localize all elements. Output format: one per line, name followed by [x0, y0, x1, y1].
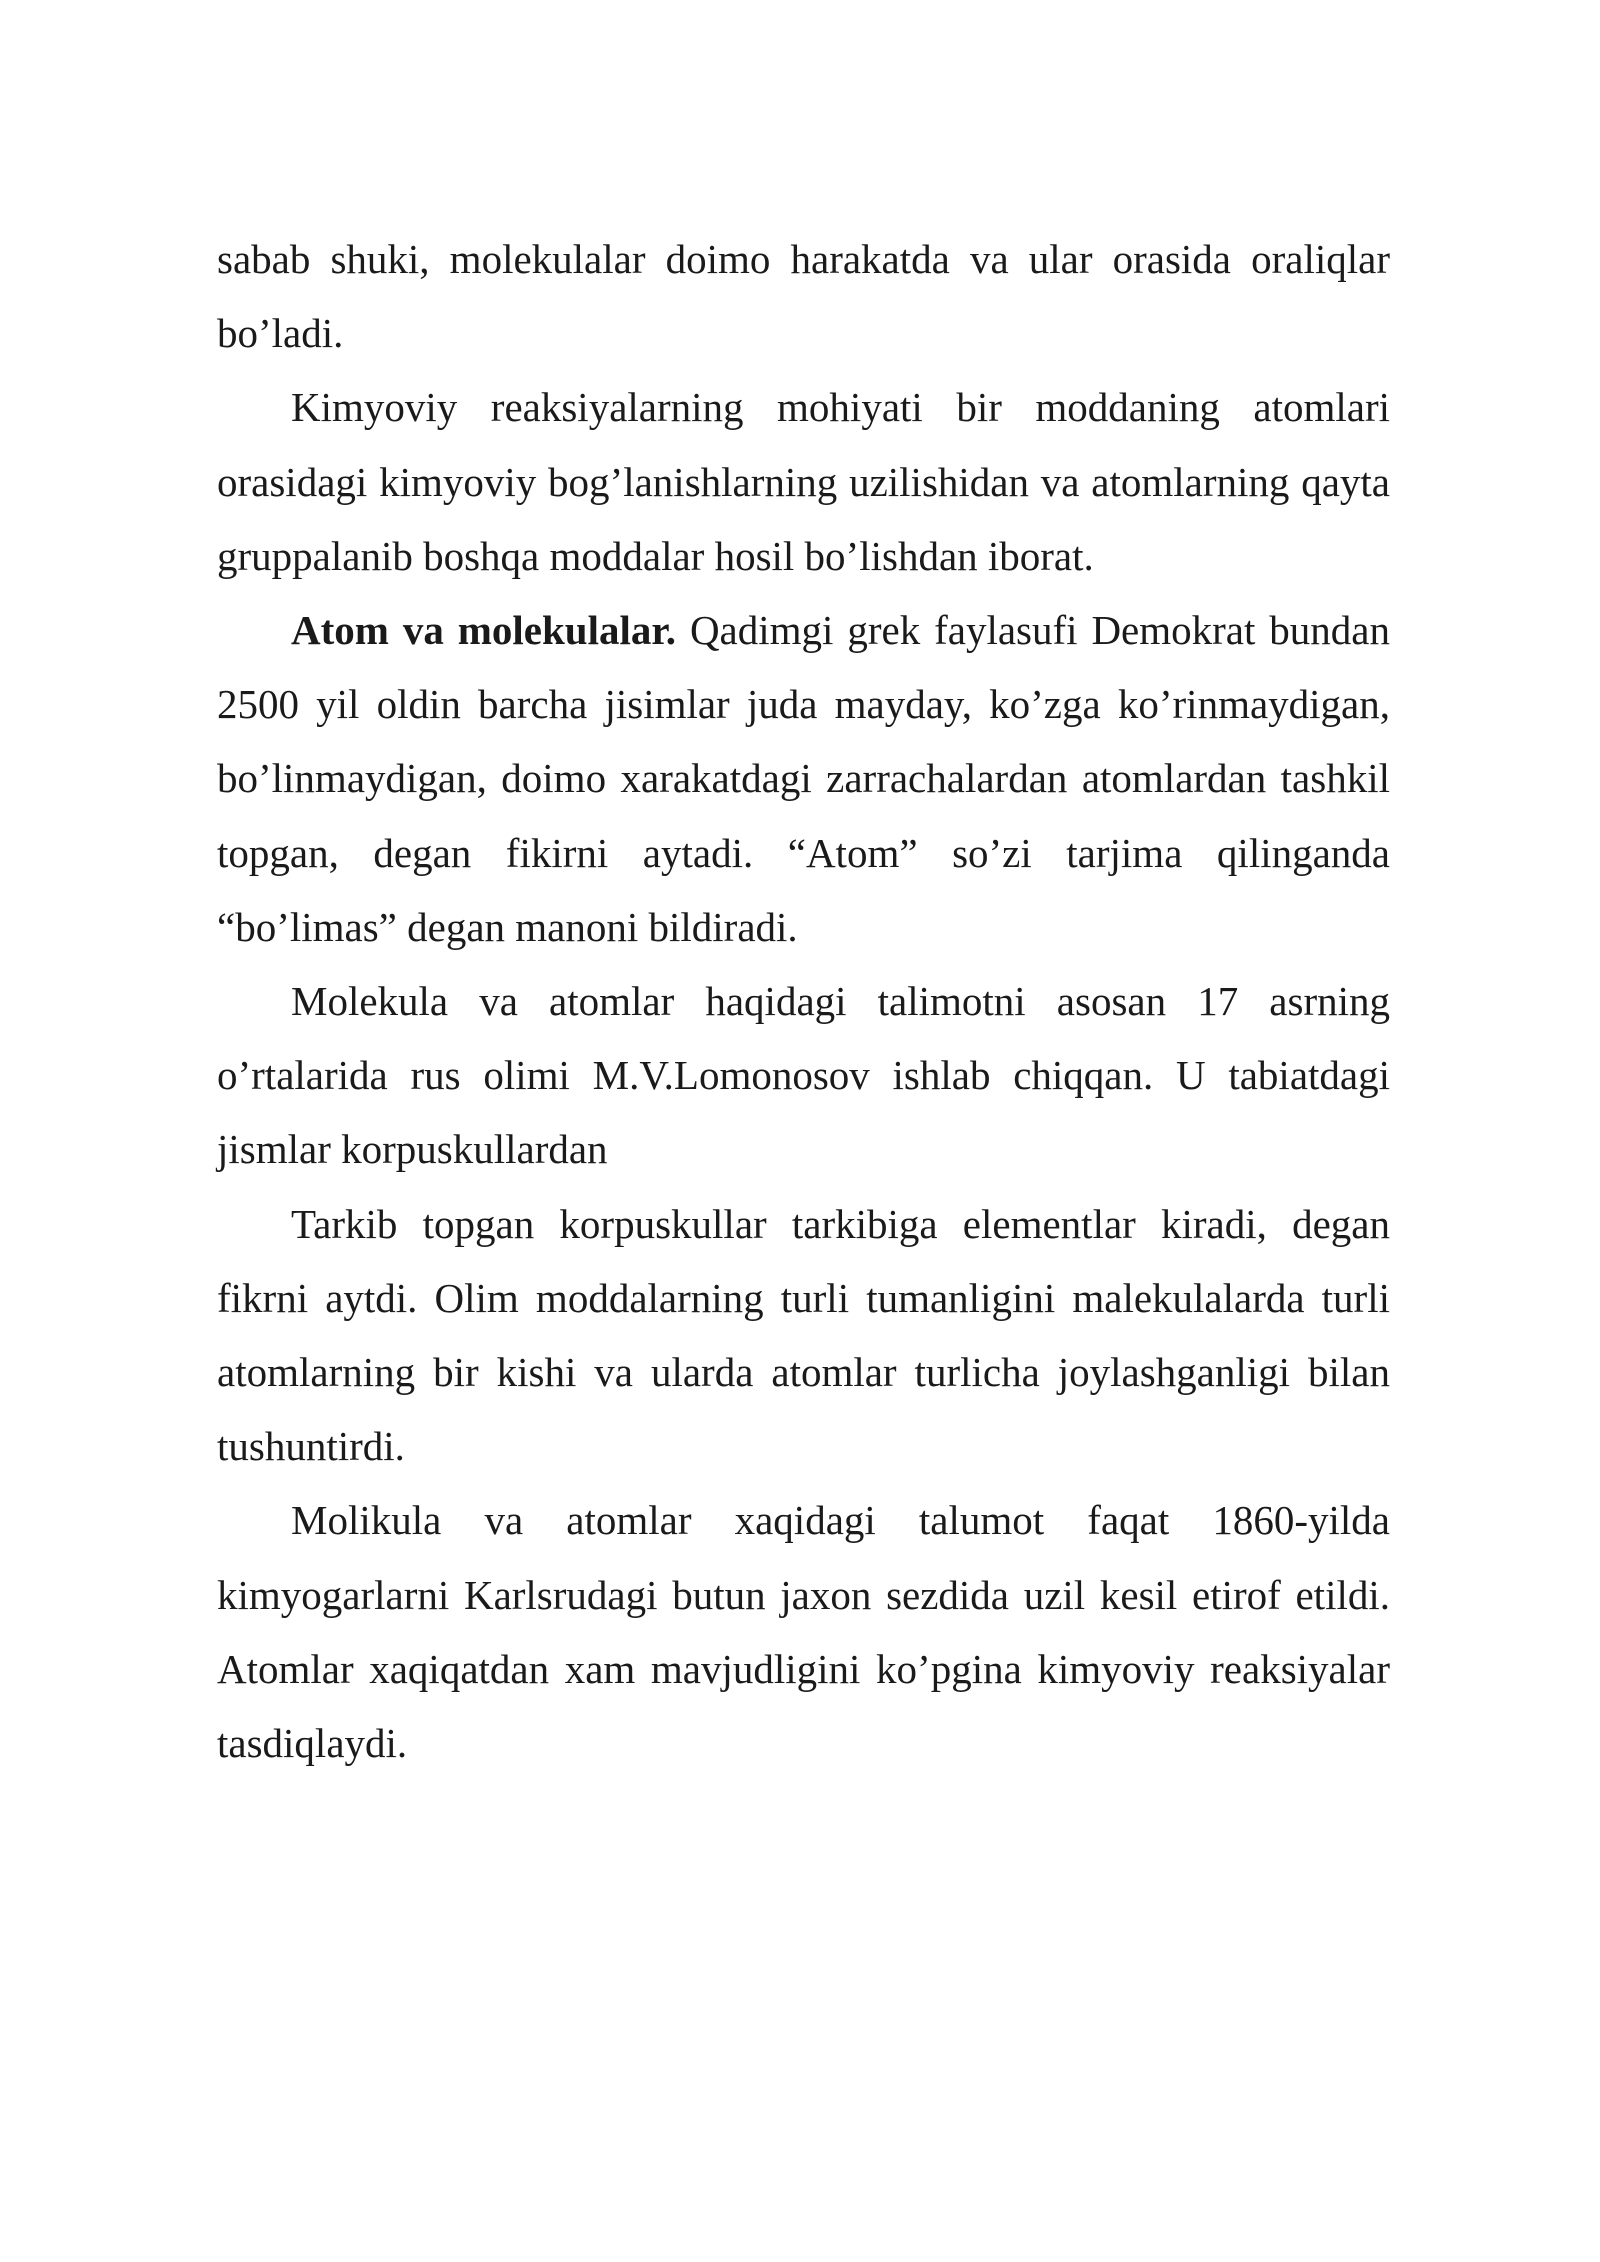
- paragraph-2: [217, 370, 1390, 593]
- paragraph-5: [217, 1187, 1390, 1484]
- paragraph-2-text: Kimyoviy reaksiyalarning mohiyati bir moddaning atomlari orasidagi kimyoviy bog’lanishlarning uzilishidan va atomlarning qayta gruppalanib boshqa moddalar hosil bo’lishdan iborat.: [217, 384, 1390, 579]
- paragraph-4-text: Molekula va atomlar haqidagi talimotni asosan 17 asrning o’rtalarida rus olimi M.V.Lomonosov ishlab chiqqan. U tabiatdagi jismlar korpuskullardan: [217, 978, 1390, 1173]
- paragraph-5-text: Tarkib topgan korpuskullar tarkibiga elementlar kiradi, degan fikrni aytdi. Olim moddalarning turli tumanligini malekulalarda turli atomlarning bir kishi va ularda atomlar turlicha joylashganligi bilan tushuntirdi.: [217, 1200, 1390, 1470]
- paragraph-6: [217, 1483, 1390, 1780]
- document-body: [217, 222, 1390, 1780]
- paragraph-1-text: sabab shuki, molekulalar doimo harakatda va ular orasida oraliqlar bo’ladi.: [217, 236, 1390, 357]
- paragraph-4: [217, 964, 1390, 1187]
- section-heading-atom-va-molekulalar: Atom va molekulalar.: [291, 607, 677, 654]
- paragraph-3: [217, 593, 1390, 964]
- paragraph-3-text: Qadimgi grek faylasufi Demokrat bundan 2500 yil oldin barcha jisimlar juda mayday, ko’zga ko’rinmaydigan, bo’linmaydigan, doimo xarakatdagi zarrachalardan atomlardan tashkil topgan, degan fikirni aytadi. “Atom” so’zi tarjima qilinganda “bo’limas” degan manoni bildiradi.: [217, 607, 1390, 950]
- paragraph-6-text: Molikula va atomlar xaqidagi talumot faqat 1860-yilda kimyogarlarni Karlsrudagi butun jaxon sezdida uzil kesil etirof etildi. Atomlar xaqiqatdan xam mavjudligini ko’pgina kimyoviy reaksiyalar tasdiqlaydi.: [217, 1497, 1390, 1767]
- paragraph-1: [217, 222, 1390, 370]
